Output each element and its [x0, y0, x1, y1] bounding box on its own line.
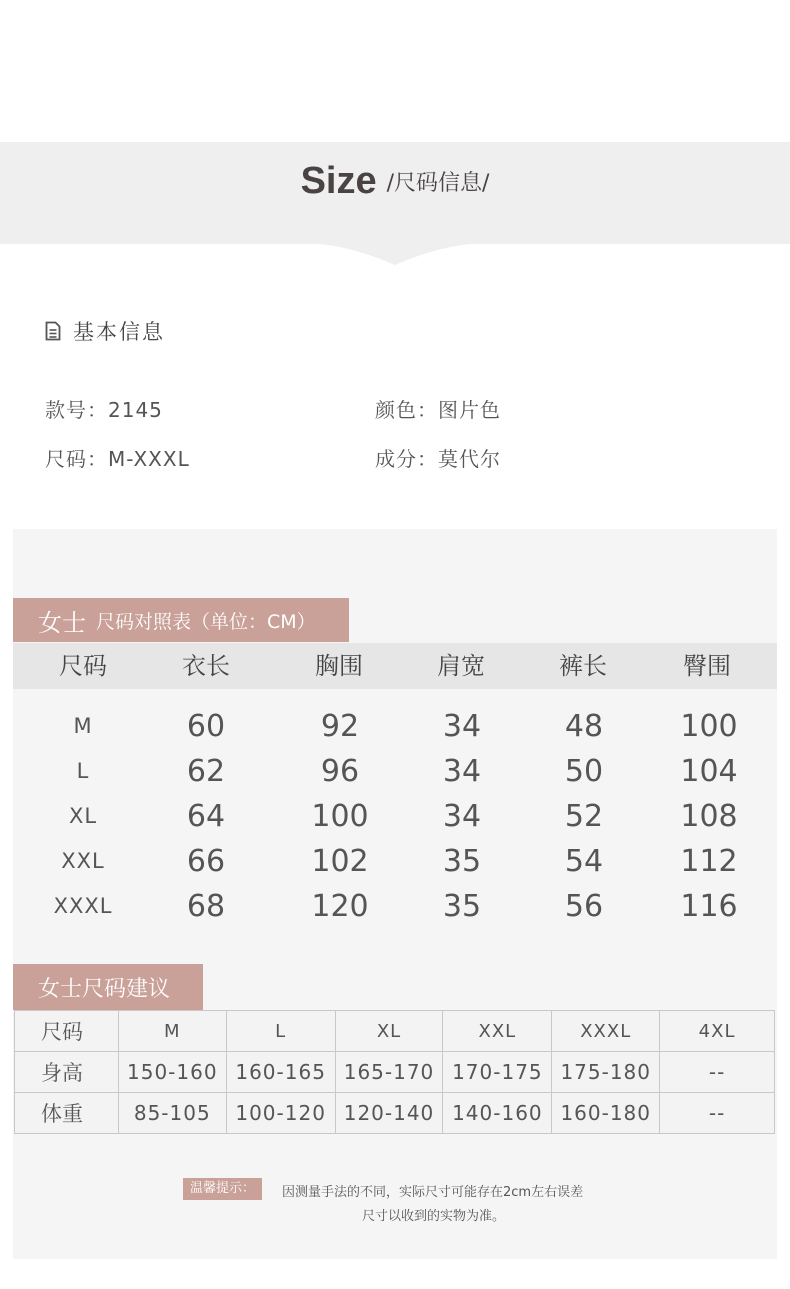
cell-shoulder: 35: [442, 889, 482, 924]
cell-size: XXL: [61, 849, 105, 873]
table-row: [15, 1093, 775, 1134]
weight-cell: 120-140: [335, 1093, 443, 1134]
cell-bust: 92: [320, 709, 360, 744]
size-m: M: [118, 1011, 226, 1052]
tip-line-1: 因测量手法的不同，实际尺寸可能存在2cm左右误差: [282, 1185, 584, 1200]
cell-shoulder: 35: [442, 844, 482, 879]
height-cell: 165-170: [335, 1052, 443, 1093]
cell-length: 64: [186, 799, 226, 834]
basic-info-heading: [45, 316, 165, 346]
table-row: [15, 1052, 775, 1093]
size-range: 尺码：M-XXXL: [45, 447, 190, 471]
height-cell: 170-175: [443, 1052, 552, 1093]
size-xl: XL: [335, 1011, 443, 1052]
title-cn: /尺码信息/: [386, 171, 490, 196]
cell-length: 68: [186, 889, 226, 924]
cell-pants-length: 50: [564, 754, 604, 789]
col-pants-length: 裤长: [559, 652, 607, 680]
cell-size: M: [73, 714, 93, 738]
weight-cell: 100-120: [226, 1093, 335, 1134]
suggestion-table: [14, 1010, 775, 1134]
size-chart-tag-main: 女士: [38, 608, 86, 637]
col-bust: 胸围: [315, 652, 363, 680]
suggestion-tag: 女士尺码建议: [13, 964, 203, 1010]
cell-bust: 102: [311, 844, 369, 879]
cell-hip: 104: [680, 754, 738, 789]
material-info: 成分：莫代尔: [375, 447, 501, 471]
row-label-size: 尺码: [15, 1011, 119, 1052]
weight-cell: 160-180: [552, 1093, 660, 1134]
size-chart-tag-sub: 尺码对照表（单位：CM）: [96, 610, 316, 633]
height-cell: 150-160: [118, 1052, 226, 1093]
table-row: [15, 1011, 775, 1052]
document-icon: [45, 321, 61, 341]
weight-cell: --: [660, 1093, 775, 1134]
cell-hip: 108: [680, 799, 738, 834]
height-cell: 160-165: [226, 1052, 335, 1093]
cell-size: XL: [68, 804, 98, 828]
cell-length: 62: [186, 754, 226, 789]
cell-pants-length: 54: [564, 844, 604, 879]
cell-length: 60: [186, 709, 226, 744]
cell-shoulder: 34: [442, 709, 482, 744]
size-chart-tag: [13, 598, 349, 642]
row-label-height: 身高: [15, 1052, 119, 1093]
color-info: 颜色：图片色: [375, 398, 501, 422]
cell-pants-length: 56: [564, 889, 604, 924]
size-xxl: XXL: [443, 1011, 552, 1052]
cell-length: 66: [186, 844, 226, 879]
size-chart-header: [13, 643, 777, 689]
height-cell: --: [660, 1052, 775, 1093]
cell-hip: 100: [680, 709, 738, 744]
cell-shoulder: 34: [442, 754, 482, 789]
cell-shoulder: 34: [442, 799, 482, 834]
cell-size: L: [76, 759, 90, 783]
tip-badge: 温馨提示：: [183, 1178, 262, 1200]
cell-pants-length: 52: [564, 799, 604, 834]
tip-line-2: 尺寸以收到的实物为准。: [362, 1209, 506, 1224]
header-notch: [0, 243, 790, 267]
style-number: 款号：2145: [45, 398, 163, 422]
size-l: L: [226, 1011, 335, 1052]
cell-pants-length: 48: [564, 709, 604, 744]
weight-cell: 140-160: [443, 1093, 552, 1134]
weight-cell: 85-105: [118, 1093, 226, 1134]
cell-bust: 120: [311, 889, 369, 924]
col-hip: 臀围: [683, 652, 731, 680]
cell-bust: 96: [320, 754, 360, 789]
page-title: [0, 160, 790, 203]
cell-bust: 100: [311, 799, 369, 834]
basic-info-label: 基本信息: [73, 320, 165, 344]
cell-hip: 116: [680, 889, 738, 924]
col-length: 衣长: [182, 652, 230, 680]
cell-size: XXXL: [53, 894, 113, 918]
row-label-weight: 体重: [15, 1093, 119, 1134]
col-shoulder: 肩宽: [437, 652, 485, 680]
cell-hip: 112: [680, 844, 738, 879]
col-size: 尺码: [59, 652, 107, 680]
size-xxxl: XXXL: [552, 1011, 660, 1052]
size-4xl: 4XL: [660, 1011, 775, 1052]
height-cell: 175-180: [552, 1052, 660, 1093]
title-en: Size: [300, 160, 377, 202]
